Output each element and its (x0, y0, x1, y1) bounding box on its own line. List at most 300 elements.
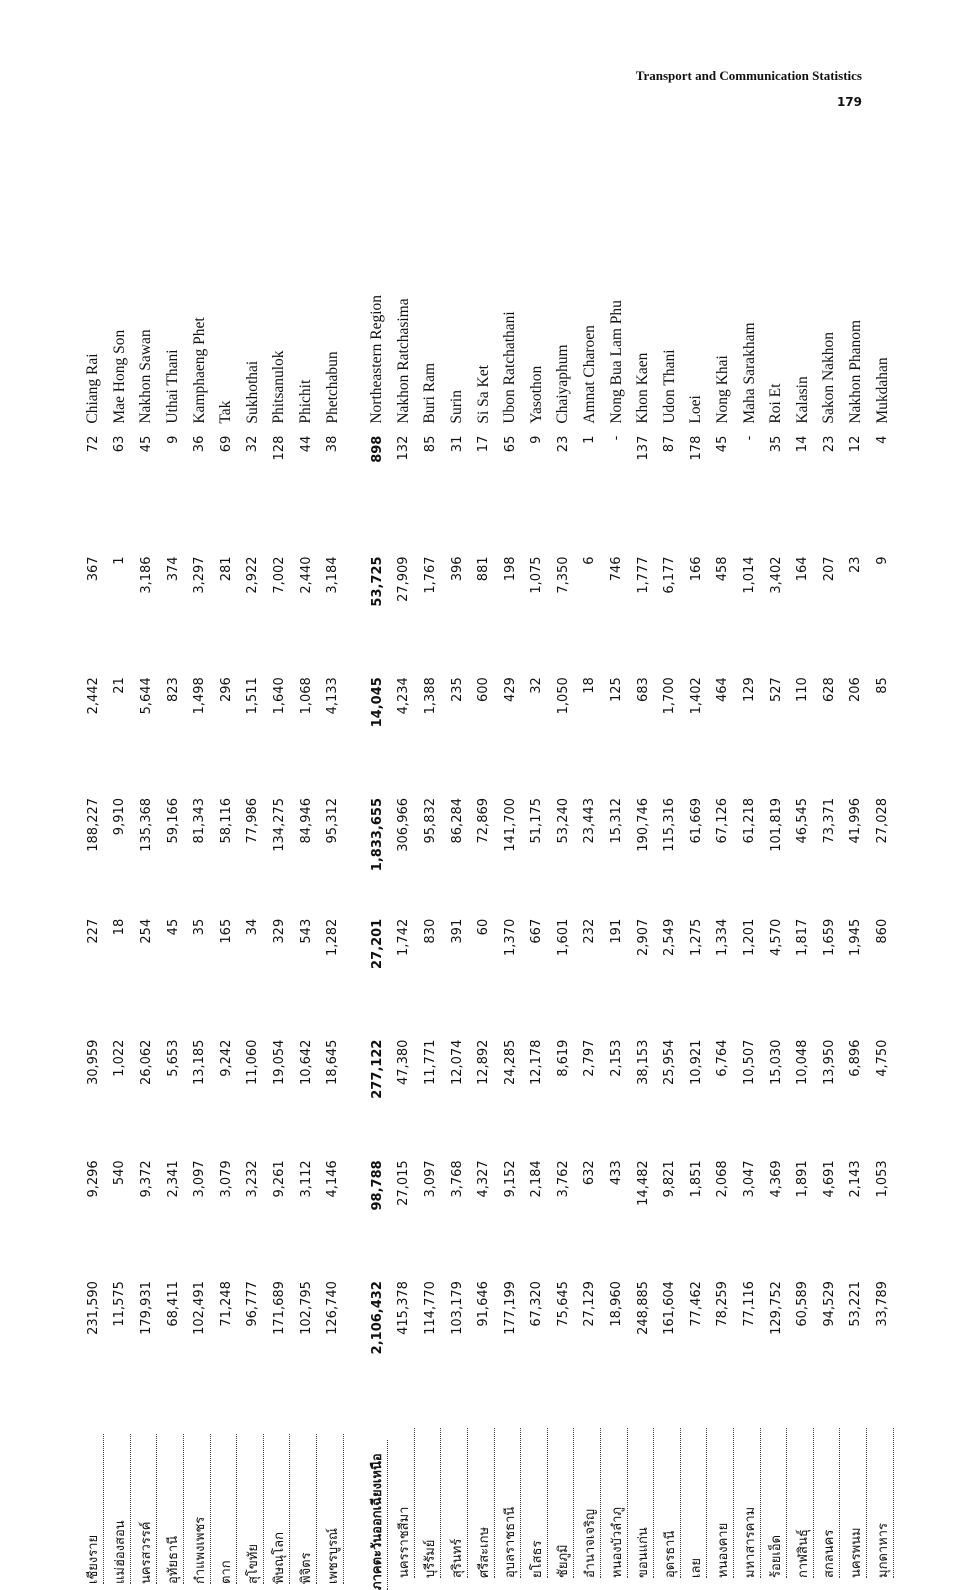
value-cell: 4,691 (821, 1160, 837, 1198)
value-cell: 72,869 (476, 797, 492, 844)
value-cell: 4,234 (396, 677, 412, 715)
value-cell: 34 (245, 918, 261, 936)
english-name-cell: Phetchabun (323, 351, 341, 424)
value-cell: 6,177 (662, 556, 678, 594)
value-cell: 2,143 (848, 1160, 864, 1198)
value-cell: 190,746 (635, 797, 651, 852)
spacer-row (346, 160, 364, 1590)
table-row (470, 160, 497, 1590)
table-row (80, 160, 107, 1590)
value-cell: 227 (85, 918, 101, 944)
value-cell: 51,175 (529, 797, 545, 844)
value-cell: 103,179 (449, 1281, 465, 1335)
value-cell: 45 (138, 435, 154, 453)
thai-name-cell: มหาสารคาม (736, 1396, 763, 1590)
value-cell: 1,068 (298, 677, 314, 715)
value-cell: 73,371 (821, 797, 837, 844)
table-body (80, 160, 896, 1590)
value-cell: 1,334 (715, 918, 731, 956)
thai-name-cell: ภาคตะวันออกเฉียงเหนือ (364, 1396, 391, 1590)
english-name-cell: Nong Bua Lam Phu (607, 300, 625, 424)
value-cell: 2,184 (529, 1160, 545, 1198)
english-name-cell: Udon Thani (660, 349, 678, 424)
table-row (391, 160, 418, 1590)
thai-name-cell: เลย (683, 1396, 710, 1590)
value-cell: 830 (422, 918, 438, 944)
value-cell: 7,350 (555, 556, 571, 594)
value-cell: 823 (165, 677, 181, 703)
value-cell: 1,275 (688, 918, 704, 956)
value-cell: 23 (555, 435, 571, 453)
thai-name-cell: อุทัยธานี (160, 1396, 187, 1590)
value-cell: 32 (245, 435, 261, 453)
value-cell: 31 (449, 435, 465, 453)
thai-name-cell: สกลนคร (816, 1396, 843, 1590)
value-cell: 141,700 (502, 797, 518, 852)
value-cell: 47,380 (396, 1039, 412, 1086)
value-cell: 464 (715, 677, 731, 703)
value-cell: 23 (821, 435, 837, 453)
value-cell: 8,619 (555, 1039, 571, 1077)
value-cell: 1,282 (325, 918, 341, 956)
value-cell: 1,700 (662, 677, 678, 715)
value-cell: 1,601 (555, 918, 571, 956)
value-cell: 4,750 (875, 1039, 891, 1077)
value-cell: 4,146 (325, 1160, 341, 1198)
thai-name-cell: อุบลราชธานี (497, 1396, 524, 1590)
value-cell: 1,742 (396, 918, 412, 956)
value-cell: 21 (112, 677, 128, 694)
value-cell: 58,116 (218, 797, 234, 844)
english-name-cell: Khon Kaen (634, 352, 652, 424)
value-cell: 9,242 (218, 1039, 234, 1077)
value-cell: 110 (795, 677, 811, 703)
value-cell: 1,370 (502, 918, 518, 956)
english-name-cell: Ubon Ratchathani (501, 311, 519, 424)
value-cell: 3,768 (449, 1160, 465, 1198)
value-cell: 60,589 (795, 1281, 811, 1327)
value-cell: 232 (582, 918, 598, 944)
value-cell: 10,921 (688, 1039, 704, 1086)
value-cell: 4,133 (325, 677, 341, 715)
thai-name-cell: แม่ฮ่องสอน (107, 1396, 134, 1590)
value-cell: 12,892 (476, 1039, 492, 1086)
thai-name-cell: นครราชสีมา (391, 1396, 418, 1590)
value-cell: 68,411 (165, 1281, 181, 1327)
table-row (816, 160, 843, 1590)
value-cell: 6,896 (848, 1039, 864, 1077)
value-cell: 135,368 (138, 797, 154, 852)
value-cell: 77,116 (742, 1281, 758, 1327)
table-row (319, 160, 346, 1590)
statistics-table (80, 160, 896, 1590)
value-cell: 9,296 (85, 1160, 101, 1198)
table-row (736, 160, 763, 1590)
value-cell: 94,529 (821, 1281, 837, 1327)
thai-name-cell: หนองคาย (710, 1396, 737, 1590)
value-cell: 1,022 (112, 1039, 128, 1077)
english-name-cell: Loei (687, 395, 705, 424)
english-name-cell: Phichit (297, 379, 315, 424)
value-cell: 6 (582, 556, 598, 565)
value-cell: 32 (529, 677, 545, 694)
value-cell: 18,960 (609, 1281, 625, 1327)
value-cell: 9,152 (502, 1160, 518, 1198)
region-row (364, 160, 391, 1590)
value-cell: 10,507 (742, 1039, 758, 1086)
value-cell: 2,341 (165, 1160, 181, 1198)
thai-name-cell: พิจิตร (293, 1396, 320, 1590)
value-cell: 13,185 (192, 1039, 208, 1086)
value-cell: 129 (742, 677, 758, 703)
thai-name-cell: ชัยภูมิ (550, 1396, 577, 1590)
english-name-cell: Tak (217, 400, 235, 424)
value-cell: 44 (298, 435, 314, 453)
value-cell: 23 (848, 556, 864, 573)
value-cell: 178 (688, 435, 704, 461)
value-cell: 415,378 (396, 1281, 412, 1335)
english-name-cell: Maha Sarakham (740, 322, 758, 424)
thai-name-cell: อำนาจเจริญ (577, 1396, 604, 1590)
value-cell: 3,762 (555, 1160, 571, 1198)
value-cell: 2,440 (298, 556, 314, 594)
thai-name-cell: ร้อยเอ็ด (763, 1396, 790, 1590)
english-name-cell: Sukhothai (243, 360, 261, 424)
thai-name-cell: สุโขทัย (240, 1396, 267, 1590)
english-name-cell: Amnat Charoen (580, 325, 598, 424)
value-cell: 128 (271, 435, 287, 461)
value-cell: 23,443 (582, 797, 598, 844)
value-cell: 53,240 (555, 797, 571, 844)
table-row (550, 160, 577, 1590)
value-cell: 15,030 (768, 1039, 784, 1086)
value-cell: 2,922 (245, 556, 261, 594)
english-name-cell: Nakhon Ratchasima (394, 298, 412, 424)
value-cell: 13,950 (821, 1039, 837, 1086)
value-cell: - (609, 435, 625, 441)
thai-name-cell: นครสวรรค์ (133, 1396, 160, 1590)
thai-name-cell: มุกดาหาร (869, 1396, 896, 1590)
table-row (656, 160, 683, 1590)
value-cell: 102,491 (192, 1281, 208, 1335)
value-cell: 38,153 (635, 1039, 651, 1086)
value-cell: 75,645 (555, 1281, 571, 1327)
value-cell: 632 (582, 1160, 598, 1186)
table-row (293, 160, 320, 1590)
value-cell: 18,645 (325, 1039, 341, 1086)
value-cell: 1,851 (688, 1160, 704, 1198)
value-cell: 296 (218, 677, 234, 703)
value-cell: 95,832 (422, 797, 438, 844)
thai-name-cell: เพชรบูรณ์ (319, 1396, 346, 1590)
value-cell: 600 (476, 677, 492, 703)
value-cell: 2,153 (609, 1039, 625, 1077)
english-name-cell: Chiang Rai (84, 353, 102, 424)
value-cell: 69 (218, 435, 234, 453)
value-cell: 396 (449, 556, 465, 582)
value-cell: 2,907 (635, 918, 651, 956)
thai-name-cell: ขอนแก่น (630, 1396, 657, 1590)
table-row (107, 160, 134, 1590)
value-cell: 12 (848, 435, 864, 453)
value-cell: 3,047 (742, 1160, 758, 1198)
value-cell: 367 (85, 556, 101, 582)
value-cell: 1,640 (271, 677, 287, 715)
english-name-cell: Roi Et (767, 383, 785, 424)
table-row (133, 160, 160, 1590)
english-name-cell: Si Sa Ket (474, 365, 492, 424)
value-cell: 11,575 (112, 1281, 128, 1327)
value-cell: 391 (449, 918, 465, 944)
value-cell: 60 (476, 918, 492, 936)
value-cell: 9,910 (112, 797, 128, 836)
table-row (213, 160, 240, 1590)
value-cell: 12,074 (449, 1039, 465, 1086)
value-cell: 67,126 (715, 797, 731, 844)
value-cell: 165 (218, 918, 234, 944)
english-name-cell: Sakon Nakhon (820, 331, 838, 424)
value-cell: 84,946 (298, 797, 314, 844)
value-cell: 9 (165, 435, 181, 444)
value-cell: 1 (112, 556, 128, 565)
value-cell: 91,646 (476, 1281, 492, 1327)
value-cell: 2,549 (662, 918, 678, 956)
table-row (577, 160, 604, 1590)
value-cell: 1,050 (555, 677, 571, 715)
table-row (524, 160, 551, 1590)
english-name-cell: Surin (448, 390, 466, 424)
table-row (630, 160, 657, 1590)
value-cell: 85 (422, 435, 438, 453)
value-cell: 198 (502, 556, 518, 582)
table-row (603, 160, 630, 1590)
value-cell: 7,002 (271, 556, 287, 594)
value-cell: 429 (502, 677, 518, 703)
english-name-cell: Chaiyaphum (554, 344, 572, 424)
value-cell: 77,986 (245, 797, 261, 844)
value-cell: 71,248 (218, 1281, 234, 1327)
value-cell: 1 (582, 435, 598, 444)
value-cell: 231,590 (85, 1281, 101, 1335)
value-cell: 306,966 (396, 797, 412, 852)
value-cell: 3,184 (325, 556, 341, 594)
value-cell: 683 (635, 677, 651, 703)
value-cell: 36 (192, 435, 208, 453)
value-cell: 1,777 (635, 556, 651, 594)
value-cell: 1,659 (821, 918, 837, 956)
thai-name-cell: เชียงราย (80, 1396, 107, 1590)
value-cell: 137 (635, 435, 651, 461)
value-cell: 898 (369, 435, 385, 463)
value-cell: 114,770 (422, 1281, 438, 1335)
value-cell: 14,482 (635, 1160, 651, 1206)
value-cell: 1,833,655 (369, 797, 385, 872)
table-row (266, 160, 293, 1590)
thai-name-cell: บุรีรัมย์ (417, 1396, 444, 1590)
table-row (763, 160, 790, 1590)
value-cell: 9 (529, 435, 545, 444)
value-cell: 2,068 (715, 1160, 731, 1198)
value-cell: 102,795 (298, 1281, 314, 1335)
value-cell: 25,954 (662, 1039, 678, 1086)
value-cell: 35 (192, 918, 208, 936)
value-cell: 3,097 (192, 1160, 208, 1198)
value-cell: 85 (875, 677, 891, 694)
value-cell: 1,767 (422, 556, 438, 594)
english-name-cell: Kalasin (793, 376, 811, 424)
value-cell: 77,462 (688, 1281, 704, 1327)
value-cell: 53,725 (369, 556, 385, 607)
value-cell: 881 (476, 556, 492, 582)
value-cell: 1,891 (795, 1160, 811, 1198)
value-cell: 18 (112, 918, 128, 936)
value-cell: 27,129 (582, 1281, 598, 1327)
value-cell: 161,604 (662, 1281, 678, 1335)
value-cell: 15,312 (609, 797, 625, 844)
value-cell: 14,045 (369, 677, 385, 728)
statistics-table-rotated (80, 160, 891, 1590)
value-cell: 166 (688, 556, 704, 582)
thai-name-cell: หนองบัวลำภู (603, 1396, 630, 1590)
english-name-cell: Nakhon Sawan (137, 329, 155, 424)
value-cell: 86,284 (449, 797, 465, 844)
value-cell: 12,178 (529, 1039, 545, 1086)
value-cell: 4,327 (476, 1160, 492, 1198)
english-name-cell: Mae Hong Son (110, 329, 128, 424)
value-cell: 53,221 (848, 1281, 864, 1327)
thai-name-cell: กาฬสินธุ์ (789, 1396, 816, 1590)
english-name-cell: Phitsanulok (270, 350, 288, 424)
value-cell: 18 (582, 677, 598, 694)
value-cell: 540 (112, 1160, 128, 1186)
value-cell: 4,369 (768, 1160, 784, 1198)
value-cell: 235 (449, 677, 465, 703)
value-cell: 9,261 (271, 1160, 287, 1198)
value-cell: 3,297 (192, 556, 208, 594)
value-cell: 27,028 (875, 797, 891, 844)
table-row (710, 160, 737, 1590)
value-cell: 101,819 (768, 797, 784, 852)
value-cell: 171,689 (271, 1281, 287, 1335)
value-cell: 191 (609, 918, 625, 944)
value-cell: 38 (325, 435, 341, 453)
value-cell: 63 (112, 435, 128, 453)
value-cell: 129,752 (768, 1281, 784, 1335)
value-cell: 24,285 (502, 1039, 518, 1086)
thai-name-cell: กำแพงเพชร (186, 1396, 213, 1590)
english-name-cell: Nong Khai (713, 355, 731, 424)
value-cell: 33,789 (875, 1281, 891, 1327)
value-cell: 41,996 (848, 797, 864, 844)
value-cell: 126,740 (325, 1281, 341, 1335)
value-cell: 1,075 (529, 556, 545, 594)
thai-name-cell: พิษณุโลก (266, 1396, 293, 1590)
value-cell: 67,320 (529, 1281, 545, 1327)
value-cell: 277,122 (369, 1039, 385, 1099)
value-cell: 1,498 (192, 677, 208, 715)
value-cell: 628 (821, 677, 837, 703)
thai-name-cell: อุดรธานี (656, 1396, 683, 1590)
value-cell: 115,316 (662, 797, 678, 852)
value-cell: 9,821 (662, 1160, 678, 1198)
value-cell: 95,312 (325, 797, 341, 844)
value-cell: 19,054 (271, 1039, 287, 1086)
value-cell: 30,959 (85, 1039, 101, 1086)
value-cell: 206 (848, 677, 864, 703)
value-cell: 4 (875, 435, 891, 444)
value-cell: 374 (165, 556, 181, 582)
value-cell: 9,372 (138, 1160, 154, 1198)
value-cell: 59,166 (165, 797, 181, 844)
value-cell: 10,048 (795, 1039, 811, 1086)
value-cell: 61,669 (688, 797, 704, 844)
value-cell: 746 (609, 556, 625, 582)
table-row (186, 160, 213, 1590)
value-cell: 667 (529, 918, 545, 944)
thai-name-cell: ศรีสะเกษ (470, 1396, 497, 1590)
value-cell: 3,186 (138, 556, 154, 594)
table-row (789, 160, 816, 1590)
value-cell: 10,642 (298, 1039, 314, 1086)
value-cell: 5,653 (165, 1039, 181, 1077)
english-name-cell: Mukdahan (873, 357, 891, 424)
value-cell: 2,797 (582, 1039, 598, 1077)
value-cell: 3,112 (298, 1160, 314, 1198)
value-cell: 27,201 (369, 918, 385, 969)
thai-name-cell: นครพนม (843, 1396, 870, 1590)
running-head: Transport and Communication Statistics (635, 68, 862, 83)
table-row (497, 160, 524, 1590)
value-cell: 458 (715, 556, 731, 582)
table-row (444, 160, 471, 1590)
value-cell: 1,014 (742, 556, 758, 594)
value-cell: 17 (476, 435, 492, 453)
value-cell: 125 (609, 677, 625, 703)
value-cell: 134,275 (271, 797, 287, 852)
thai-name-cell: ตาก (213, 1396, 240, 1590)
value-cell: 1,201 (742, 918, 758, 956)
value-cell: 46,545 (795, 797, 811, 844)
value-cell: 45 (715, 435, 731, 453)
value-cell: 2,442 (85, 677, 101, 715)
value-cell: 1,053 (875, 1160, 891, 1198)
value-cell: - (742, 435, 758, 441)
value-cell: 78,259 (715, 1281, 731, 1327)
value-cell: 177,199 (502, 1281, 518, 1335)
value-cell: 207 (821, 556, 837, 582)
value-cell: 72 (85, 435, 101, 453)
value-cell: 329 (271, 918, 287, 944)
value-cell: 96,777 (245, 1281, 261, 1327)
value-cell: 2,106,432 (369, 1281, 385, 1355)
value-cell: 27,909 (396, 556, 412, 602)
table-row (240, 160, 267, 1590)
value-cell: 81,343 (192, 797, 208, 844)
value-cell: 11,771 (422, 1039, 438, 1086)
value-cell: 9 (875, 556, 891, 565)
value-cell: 3,097 (422, 1160, 438, 1198)
table-row (683, 160, 710, 1590)
value-cell: 6,764 (715, 1039, 731, 1077)
value-cell: 860 (875, 918, 891, 944)
value-cell: 3,232 (245, 1160, 261, 1198)
thai-name-cell: สุรินทร์ (444, 1396, 471, 1590)
value-cell: 4,570 (768, 918, 784, 956)
table-row (843, 160, 870, 1590)
value-cell: 11,060 (245, 1039, 261, 1086)
value-cell: 248,885 (635, 1281, 651, 1335)
value-cell: 65 (502, 435, 518, 453)
